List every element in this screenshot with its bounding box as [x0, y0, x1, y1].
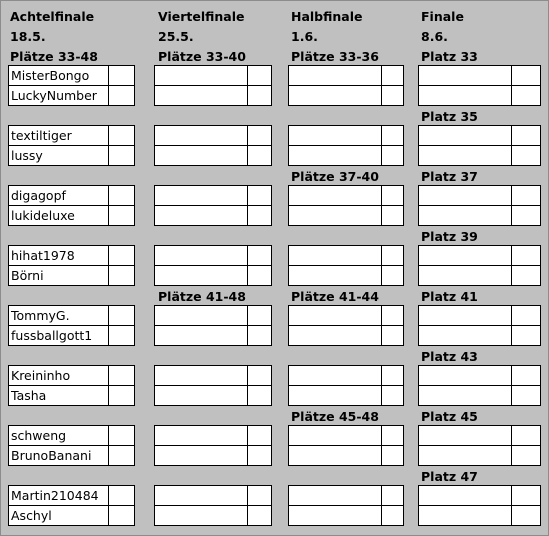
player-slot[interactable]	[289, 146, 403, 166]
player-slot[interactable]	[289, 306, 403, 326]
match-box-finale	[418, 245, 541, 286]
player-row[interactable]	[9, 86, 134, 106]
player-name: schweng	[11, 428, 67, 443]
match-box-finale	[418, 365, 541, 406]
match-box-viertelfinale	[154, 65, 272, 106]
score-divider	[247, 126, 248, 165]
player-slot[interactable]	[289, 266, 403, 286]
score-divider	[247, 366, 248, 405]
match-box-finale	[418, 125, 541, 166]
match-box-achtelfinale-1	[8, 65, 135, 106]
score-divider	[247, 246, 248, 285]
match-box-finale	[418, 485, 541, 526]
match-box-viertelfinale	[154, 365, 272, 406]
score-divider	[511, 486, 512, 525]
player-slot[interactable]	[419, 486, 540, 506]
player-slot[interactable]	[155, 126, 271, 146]
player-name: hihat1978	[11, 248, 75, 263]
player-slot[interactable]	[289, 386, 403, 406]
player-slot[interactable]	[155, 266, 271, 286]
round-subtitle-achtelfinale: Plätze 33-48	[10, 49, 98, 64]
match-box-halbfinale	[288, 305, 404, 346]
score-divider	[381, 306, 382, 345]
score-divider	[108, 66, 109, 105]
player-name: Aschyl	[11, 508, 52, 523]
player-row[interactable]	[9, 426, 134, 446]
player-slot[interactable]	[155, 206, 271, 226]
player-slot[interactable]	[155, 426, 271, 446]
score-divider	[511, 366, 512, 405]
label-platz-39: Platz 39	[421, 229, 478, 244]
player-slot[interactable]	[289, 186, 403, 206]
score-divider	[108, 186, 109, 225]
score-divider	[247, 306, 248, 345]
player-slot[interactable]	[289, 126, 403, 146]
round-date-achtelfinale: 18.5.	[10, 29, 46, 44]
player-slot[interactable]	[289, 246, 403, 266]
player-slot[interactable]	[419, 186, 540, 206]
player-name: lukideluxe	[11, 208, 75, 223]
label-platz-35: Platz 35	[421, 109, 478, 124]
match-box-halbfinale	[288, 485, 404, 526]
player-row[interactable]	[9, 506, 134, 526]
score-divider	[108, 366, 109, 405]
round-subtitle-finale: Platz 33	[421, 49, 478, 64]
player-slot[interactable]	[155, 86, 271, 106]
player-name: BrunoBanani	[11, 448, 92, 463]
score-divider	[381, 366, 382, 405]
score-divider	[247, 486, 248, 525]
match-box-viertelfinale	[154, 305, 272, 346]
player-slot[interactable]	[419, 66, 540, 86]
player-row[interactable]	[9, 366, 134, 386]
player-slot[interactable]	[419, 126, 540, 146]
match-box-finale	[418, 185, 541, 226]
match-box-achtelfinale-2	[8, 125, 135, 166]
match-box-achtelfinale-5	[8, 305, 135, 346]
score-divider	[381, 66, 382, 105]
match-box-viertelfinale	[154, 245, 272, 286]
player-name: MisterBongo	[11, 68, 90, 83]
match-box-finale	[418, 305, 541, 346]
player-slot[interactable]	[289, 446, 403, 466]
player-slot[interactable]	[289, 66, 403, 86]
label-platz-41: Platz 41	[421, 289, 478, 304]
match-box-finale	[418, 65, 541, 106]
round-subtitle-viertelfinale: Plätze 33-40	[158, 49, 246, 64]
player-slot[interactable]	[155, 146, 271, 166]
label-plaetze-41-44: Plätze 41-44	[291, 289, 379, 304]
round-date-finale: 8.6.	[421, 29, 448, 44]
player-name: lussy	[11, 148, 43, 163]
player-slot[interactable]	[155, 246, 271, 266]
match-box-viertelfinale	[154, 485, 272, 526]
player-slot[interactable]	[419, 306, 540, 326]
player-slot[interactable]	[419, 266, 540, 286]
score-divider	[247, 186, 248, 225]
player-slot[interactable]	[289, 326, 403, 346]
player-name: Martin210484	[11, 488, 99, 503]
player-slot[interactable]	[419, 366, 540, 386]
player-slot[interactable]	[419, 446, 540, 466]
player-slot[interactable]	[155, 66, 271, 86]
score-divider	[381, 186, 382, 225]
player-slot[interactable]	[419, 86, 540, 106]
player-name: fussballgott1	[11, 328, 93, 343]
player-slot[interactable]	[419, 386, 540, 406]
player-row[interactable]	[9, 186, 134, 206]
score-divider	[511, 66, 512, 105]
player-slot[interactable]	[419, 146, 540, 166]
label-platz-47: Platz 47	[421, 469, 478, 484]
match-box-achtelfinale-8	[8, 485, 135, 526]
match-box-achtelfinale-6	[8, 365, 135, 406]
match-box-achtelfinale-7	[8, 425, 135, 466]
player-slot[interactable]	[419, 206, 540, 226]
score-divider	[247, 426, 248, 465]
match-box-halbfinale	[288, 185, 404, 226]
player-row[interactable]	[9, 326, 134, 346]
label-plaetze-45-48: Plätze 45-48	[291, 409, 379, 424]
player-row[interactable]	[9, 246, 134, 266]
score-divider	[511, 186, 512, 225]
player-name: Börni	[11, 268, 44, 283]
player-slot[interactable]	[155, 386, 271, 406]
player-slot[interactable]	[155, 446, 271, 466]
player-name: LuckyNumber	[11, 88, 97, 103]
player-slot[interactable]	[289, 366, 403, 386]
player-slot[interactable]	[419, 506, 540, 526]
player-slot[interactable]	[419, 326, 540, 346]
round-title-halbfinale: Halbfinale	[291, 9, 363, 24]
round-subtitle-halbfinale: Plätze 33-36	[291, 49, 379, 64]
score-divider	[247, 66, 248, 105]
player-slot[interactable]	[155, 326, 271, 346]
score-divider	[108, 426, 109, 465]
player-slot[interactable]	[155, 486, 271, 506]
label-platz-37: Platz 37	[421, 169, 478, 184]
match-box-viertelfinale	[154, 425, 272, 466]
player-slot[interactable]	[419, 426, 540, 446]
player-name: Kreininho	[11, 368, 71, 383]
player-row[interactable]	[9, 306, 134, 326]
score-divider	[108, 246, 109, 285]
player-slot[interactable]	[289, 426, 403, 446]
match-box-halbfinale	[288, 245, 404, 286]
match-box-halbfinale	[288, 365, 404, 406]
round-date-halbfinale: 1.6.	[291, 29, 318, 44]
player-slot[interactable]	[289, 506, 403, 526]
player-row[interactable]	[9, 446, 134, 466]
round-title-achtelfinale: Achtelfinale	[10, 9, 95, 24]
player-slot[interactable]	[155, 506, 271, 526]
label-plaetze-37-40: Plätze 37-40	[291, 169, 379, 184]
player-name: TommyG.	[11, 308, 70, 323]
player-row[interactable]	[9, 146, 134, 166]
player-slot[interactable]	[155, 186, 271, 206]
player-name: textiltiger	[11, 128, 72, 143]
player-row[interactable]	[9, 66, 134, 86]
match-box-viertelfinale	[154, 125, 272, 166]
label-platz-45: Platz 45	[421, 409, 478, 424]
score-divider	[511, 426, 512, 465]
score-divider	[511, 246, 512, 285]
player-row[interactable]	[9, 206, 134, 226]
score-divider	[511, 306, 512, 345]
player-name: Tasha	[11, 388, 47, 403]
player-slot[interactable]	[419, 246, 540, 266]
round-date-viertelfinale: 25.5.	[158, 29, 194, 44]
player-row[interactable]	[9, 486, 134, 506]
player-slot[interactable]	[155, 366, 271, 386]
score-divider	[108, 306, 109, 345]
player-slot[interactable]	[155, 306, 271, 326]
player-slot[interactable]	[289, 486, 403, 506]
score-divider	[381, 486, 382, 525]
round-title-viertelfinale: Viertelfinale	[158, 9, 245, 24]
score-divider	[108, 486, 109, 525]
match-box-halbfinale	[288, 425, 404, 466]
match-box-viertelfinale	[154, 185, 272, 226]
player-slot[interactable]	[289, 86, 403, 106]
score-divider	[381, 426, 382, 465]
match-box-achtelfinale-4	[8, 245, 135, 286]
score-divider	[381, 126, 382, 165]
round-title-finale: Finale	[421, 9, 464, 24]
match-box-finale	[418, 425, 541, 466]
player-slot[interactable]	[289, 206, 403, 226]
score-divider	[381, 246, 382, 285]
match-box-halbfinale	[288, 125, 404, 166]
player-row[interactable]	[9, 386, 134, 406]
player-name: digagopf	[11, 188, 66, 203]
match-box-achtelfinale-3	[8, 185, 135, 226]
score-divider	[108, 126, 109, 165]
label-plaetze-41-48: Plätze 41-48	[158, 289, 246, 304]
player-row[interactable]	[9, 126, 134, 146]
label-platz-43: Platz 43	[421, 349, 478, 364]
player-row[interactable]	[9, 266, 134, 286]
match-box-halbfinale	[288, 65, 404, 106]
score-divider	[511, 126, 512, 165]
